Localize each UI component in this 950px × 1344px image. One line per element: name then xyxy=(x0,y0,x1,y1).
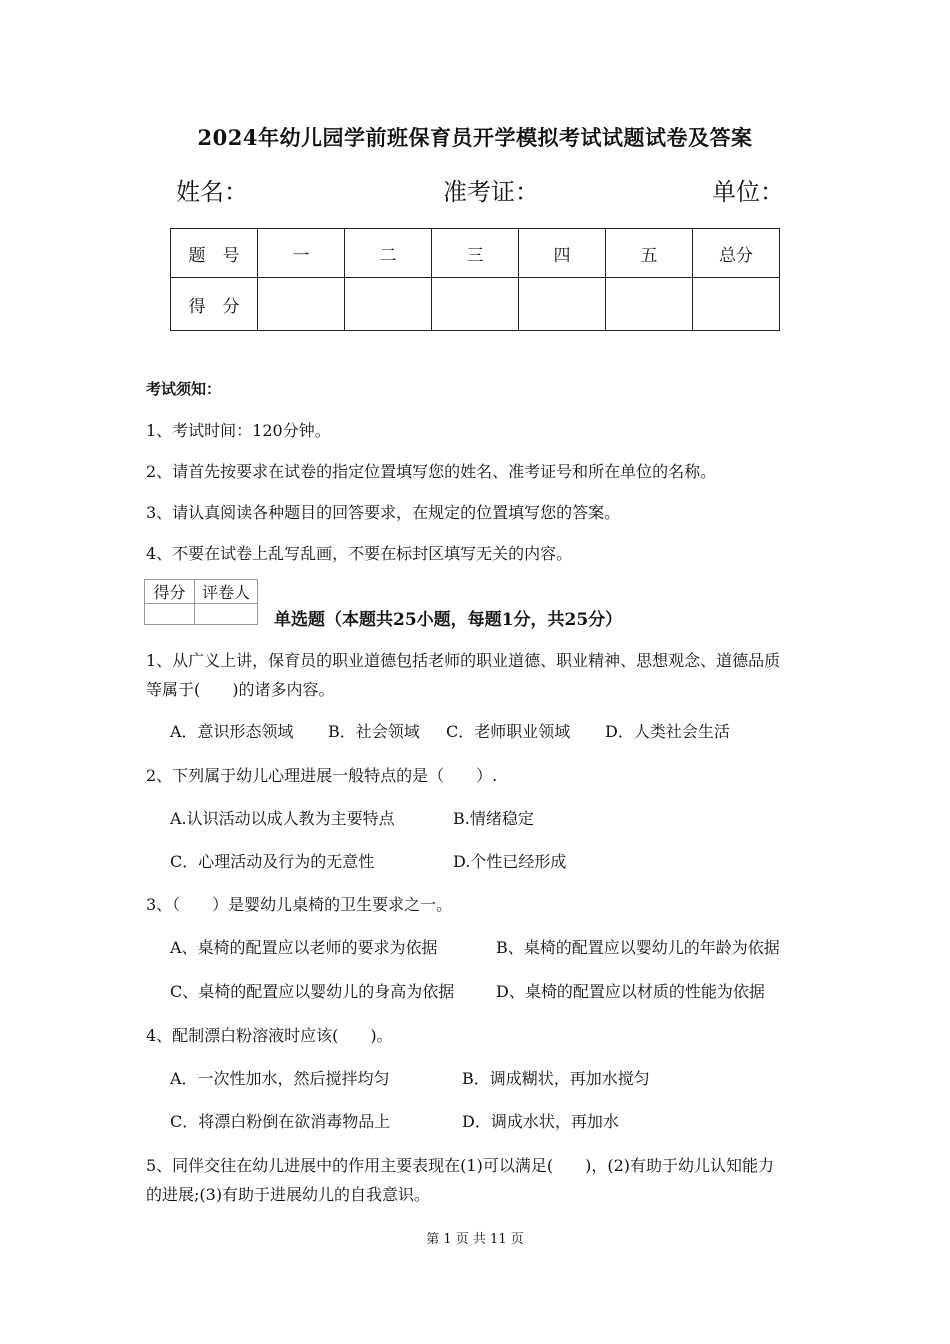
grader-box-score-label: 得分 xyxy=(145,580,195,604)
score-cell[interactable] xyxy=(345,278,432,331)
question-3-option-a[interactable]: A、桌椅的配置应以老师的要求为依据 xyxy=(170,938,438,957)
question-2-option-c[interactable]: C．心理活动及行为的无意性 xyxy=(170,852,375,871)
question-1-option-d[interactable]: D．人类社会生活 xyxy=(605,722,730,741)
header-cell-2: 二 xyxy=(345,229,432,278)
score-row-label: 得 分 xyxy=(171,278,258,331)
score-table-score-row xyxy=(171,278,780,331)
header-cell-label: 题 号 xyxy=(171,229,258,278)
question-3-option-c[interactable]: C、桌椅的配置应以婴幼儿的身高为依据 xyxy=(170,982,455,1001)
page-footer: 第 1 页 共 11 页 xyxy=(426,1232,524,1247)
question-4-option-d[interactable]: D．调成水状，再加水 xyxy=(462,1112,619,1131)
question-4-option-b[interactable]: B．调成糊状，再加水搅匀 xyxy=(462,1069,650,1088)
score-cell[interactable] xyxy=(432,278,519,331)
exam-title: 2024年幼儿园学前班保育员开学模拟考试试题试卷及答案 xyxy=(197,125,753,150)
header-cell-4: 四 xyxy=(519,229,606,278)
header-cell-3: 三 xyxy=(432,229,519,278)
question-1-option-c[interactable]: C．老师职业领域 xyxy=(446,722,571,741)
name-field-label: 姓名： xyxy=(176,178,248,206)
question-2-line-1: 2、下列属于幼儿心理进展一般特点的是（ ）. xyxy=(146,766,498,785)
notice-item: 4、不要在试卷上乱写乱画，不要在标封区填写无关的内容。 xyxy=(146,544,573,563)
question-1-option-a[interactable]: A．意识形态领域 xyxy=(170,722,294,741)
grader-box-score-cell[interactable] xyxy=(145,604,195,625)
score-table-header-row xyxy=(171,229,780,278)
question-3-option-b[interactable]: B、桌椅的配置应以婴幼儿的年龄为依据 xyxy=(496,938,780,957)
question-5-line-2: 的进展;(3)有助于进展幼儿的自我意识。 xyxy=(146,1185,431,1204)
question-4-line-1: 4、配制漂白粉溶液时应该( )。 xyxy=(146,1026,393,1045)
ticket-field-label: 准考证： xyxy=(443,178,539,206)
question-4-option-a[interactable]: A．一次性加水，然后搅拌均匀 xyxy=(170,1069,390,1088)
question-2-option-d[interactable]: D.个性已经形成 xyxy=(453,852,567,871)
grader-box xyxy=(144,579,258,625)
unit-field-label: 单位： xyxy=(712,178,784,206)
score-cell[interactable] xyxy=(606,278,693,331)
question-3-option-d[interactable]: D、桌椅的配置应以材质的性能为依据 xyxy=(496,982,765,1001)
question-5-line-1: 5、同伴交往在幼儿进展中的作用主要表现在(1)可以满足( )，(2)有助于幼儿认知能力 xyxy=(146,1156,774,1175)
question-4-option-c[interactable]: C．将漂白粉倒在欲消毒物品上 xyxy=(170,1112,391,1131)
question-2-option-a[interactable]: A.认识活动以成人教为主要特点 xyxy=(170,809,395,828)
notice-item: 3、请认真阅读各种题目的回答要求，在规定的位置填写您的答案。 xyxy=(146,503,621,522)
question-1-line-2: 等属于( )的诸多内容。 xyxy=(146,680,335,699)
question-2-option-b[interactable]: B.情绪稳定 xyxy=(453,809,534,828)
score-cell[interactable] xyxy=(519,278,606,331)
grader-box-grader-cell[interactable] xyxy=(195,604,258,625)
notice-item: 1、考试时间：120分钟。 xyxy=(146,421,331,440)
question-3-line-1: 3、（ ）是婴幼儿桌椅的卫生要求之一。 xyxy=(146,895,453,914)
header-cell-5: 五 xyxy=(606,229,693,278)
section-title: 单选题（本题共25小题，每题1分，共25分） xyxy=(274,610,623,630)
question-1-option-b[interactable]: B．社会领域 xyxy=(328,722,420,741)
question-1-line-1: 1、从广义上讲，保育员的职业道德包括老师的职业道德、职业精神、思想观念、道德品质 xyxy=(146,651,781,670)
score-table xyxy=(170,228,780,331)
score-cell[interactable] xyxy=(693,278,780,331)
grader-box-grader-label: 评卷人 xyxy=(195,580,258,604)
header-cell-total: 总分 xyxy=(693,229,780,278)
notice-heading: 考试须知： xyxy=(146,380,222,398)
score-cell[interactable] xyxy=(258,278,345,331)
header-cell-1: 一 xyxy=(258,229,345,278)
notice-item: 2、请首先按要求在试卷的指定位置填写您的姓名、准考证号和所在单位的名称。 xyxy=(146,462,717,481)
